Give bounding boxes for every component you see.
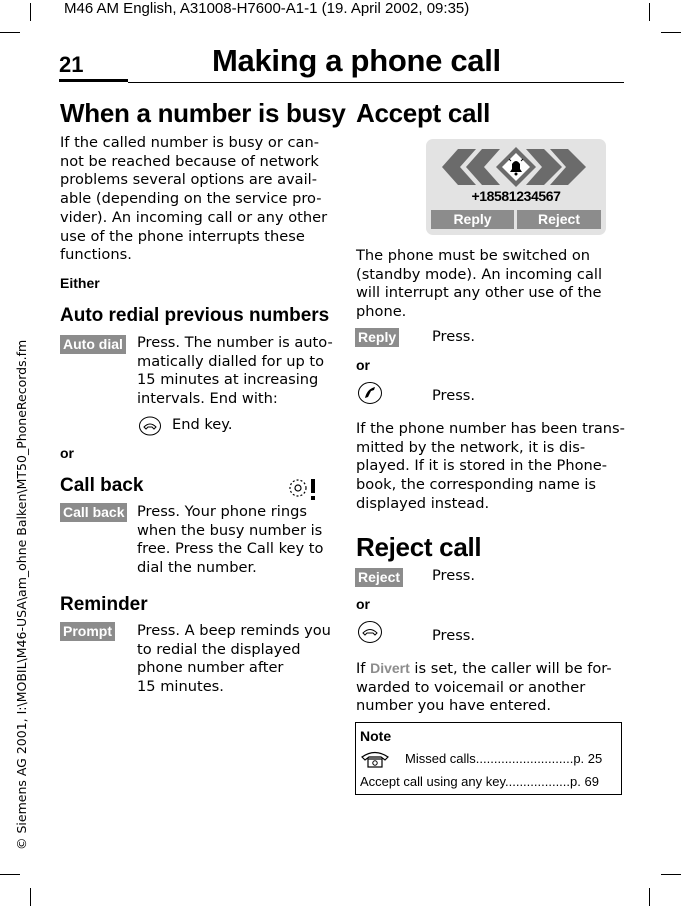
crop-mark — [649, 888, 650, 906]
busy-heading: When a number is busy — [60, 98, 346, 128]
crop-mark — [30, 3, 31, 21]
crop-mark — [30, 888, 31, 906]
header-rule-thick — [59, 79, 128, 82]
document-info: M46 AM English, A31008-H7600-A1-1 (19. April 2002, 09:35) — [64, 0, 470, 17]
press-text: Press. — [432, 567, 476, 584]
crop-mark — [661, 874, 681, 875]
crop-mark — [661, 32, 681, 33]
autoredial-heading: Auto redial previous numbers — [60, 305, 330, 326]
end-key-icon — [357, 620, 383, 644]
autodial-text: Press. The number is auto- matically dialled for up to 15 minutes at increasing intervals. End with: — [137, 334, 333, 408]
reject-heading: Reject call — [356, 532, 482, 562]
caller-number: +18581234567 — [471, 188, 561, 204]
or-label: or — [356, 596, 370, 612]
or-label: or — [356, 357, 370, 373]
phone-display — [426, 139, 606, 235]
reminder-heading: Reminder — [60, 594, 148, 615]
crop-mark — [649, 3, 650, 21]
divert-text: If Divert is set, the caller will be for- warded to voicemail or another number you have entered. — [356, 660, 612, 715]
prompt-text: Press. A beep reminds you to redial the displayed phone number after 15 minutes. — [137, 622, 331, 696]
call-key-icon — [357, 381, 383, 405]
press-text: Press. — [432, 627, 476, 644]
auto-dial-softkey[interactable]: Auto dial — [60, 335, 126, 354]
network-service-icon — [288, 477, 320, 501]
end-key-icon — [138, 415, 162, 437]
page-number: 21 — [59, 52, 84, 77]
note-title: Note — [360, 728, 392, 744]
call-back-softkey[interactable]: Call back — [60, 503, 127, 522]
press-text: Press. — [432, 328, 476, 345]
call-list-icon — [359, 749, 391, 769]
press-text: Press. — [432, 387, 476, 404]
reply-display-softkey[interactable]: Reply — [431, 210, 514, 229]
end-key-text: End key. — [172, 416, 233, 433]
header-rule — [128, 82, 624, 83]
reply-softkey[interactable]: Reply — [355, 328, 399, 347]
callback-text: Press. Your phone rings when the busy number is free. Press the Call key to dial the number. — [137, 503, 324, 577]
callback-heading: Call back — [60, 475, 144, 496]
either-label: Either — [60, 275, 100, 291]
incoming-call-animation-icon — [436, 147, 596, 187]
or-label: or — [60, 445, 74, 461]
busy-text: If the called number is busy or can- not be reached because of network problems several options are avail- able (depending on the service pro- vider). An incoming call or any other use of the phone interrupts these functions. — [60, 134, 328, 264]
note-row-missed-calls[interactable]: Missed calls...........................p. 25 — [405, 751, 603, 766]
note-box — [355, 722, 622, 795]
crop-mark — [0, 874, 20, 875]
page-title: Making a phone call — [212, 43, 501, 78]
accept-heading: Accept call — [356, 98, 490, 128]
prompt-softkey[interactable]: Prompt — [60, 622, 115, 641]
reject-softkey[interactable]: Reject — [355, 568, 403, 587]
note-row-accept-any-key[interactable]: Accept call using any key..................p. 69 — [360, 774, 599, 789]
crop-mark — [0, 32, 20, 33]
side-copyright: © Siemens AG 2001, I:\MOBIL\M46-USA\am_ohne Balken\MT50_PhoneRecords.fm — [14, 339, 29, 850]
divert-link[interactable]: Divert — [370, 660, 410, 676]
transmitted-text: If the phone number has been trans- mitted by the network, it is dis- played. If it is stored in the Phone- book, the corresponding name is displayed instead. — [356, 420, 625, 512]
reject-display-softkey[interactable]: Reject — [517, 210, 601, 229]
accept-text: The phone must be switched on (standby mode). An incoming call will interrupt any other use of the phone. — [356, 247, 602, 321]
